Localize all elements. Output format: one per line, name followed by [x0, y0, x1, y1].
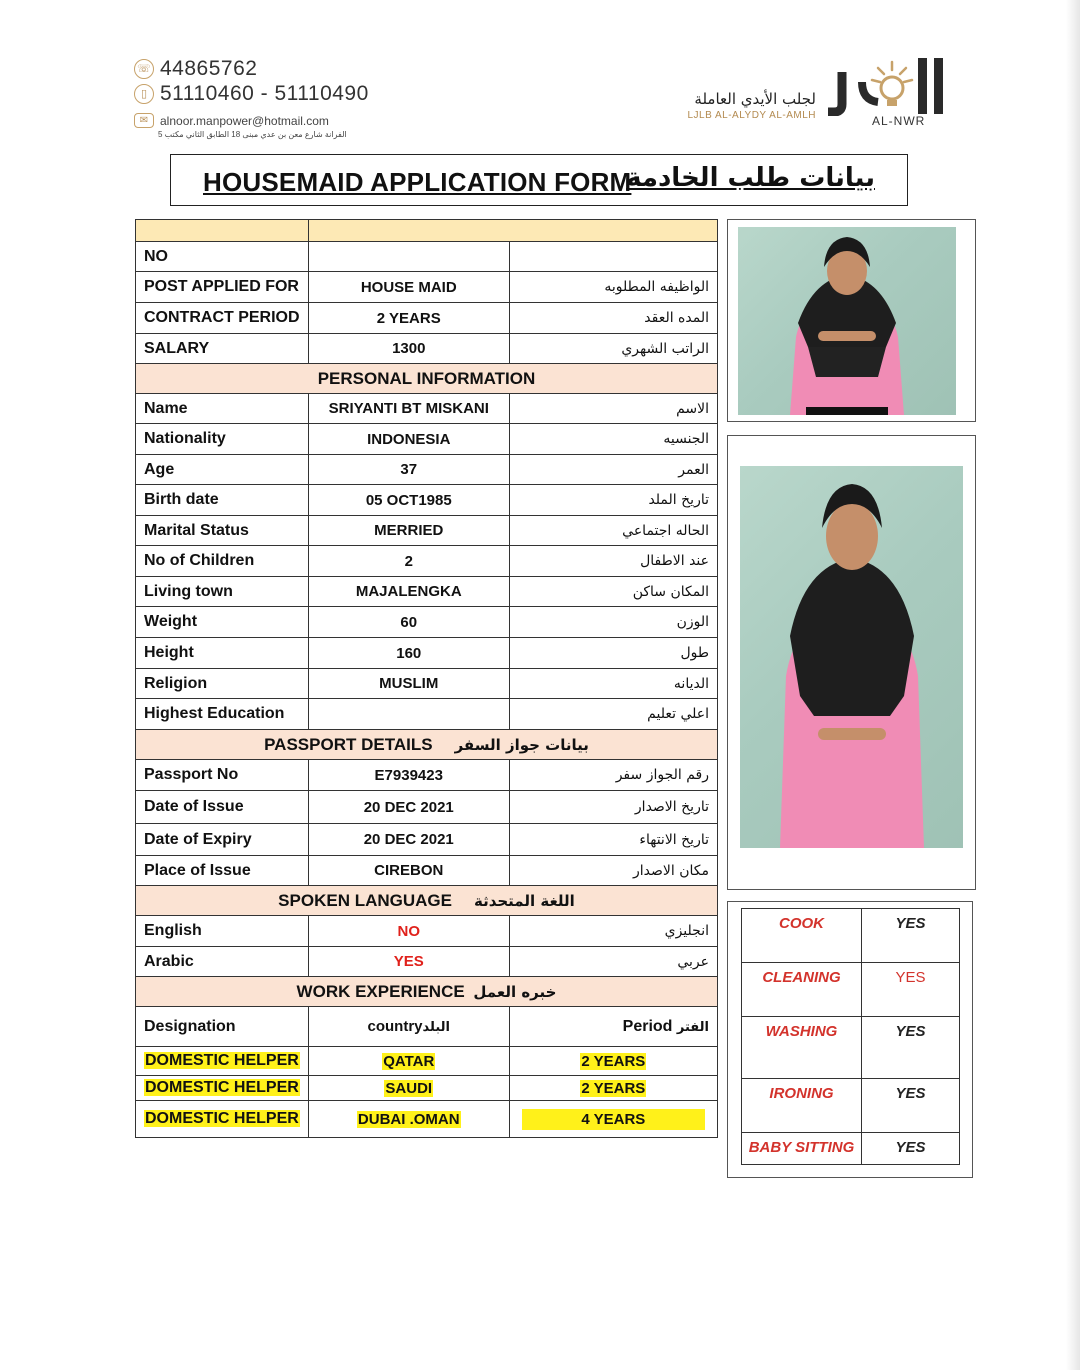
table-header-band	[136, 220, 718, 242]
period-value: 2 YEARS	[581, 1052, 646, 1070]
skill-row	[742, 909, 960, 963]
photo-frame-full-body	[727, 435, 976, 890]
table-row	[136, 334, 718, 364]
table-row	[136, 669, 718, 699]
row-arabic-label: تاريخ الانتهاء	[509, 824, 717, 856]
skill-value: YES	[862, 909, 960, 963]
skill-value: YES	[862, 1017, 960, 1079]
skill-name: CLEANING	[742, 963, 862, 1017]
column-designation: Designation	[136, 1007, 309, 1047]
person-full-body-icon	[740, 466, 963, 848]
company-logo	[646, 52, 956, 132]
row-label: Name	[136, 394, 309, 424]
row-value: NO	[308, 916, 509, 947]
row-label: Date of Issue	[136, 791, 309, 824]
section-header-experience	[136, 977, 718, 1007]
row-label: Age	[136, 455, 309, 485]
table-row	[136, 485, 718, 516]
designation-value: DOMESTIC HELPER	[145, 1052, 299, 1069]
row-value: 20 DEC 2021	[308, 824, 509, 856]
table-row	[136, 824, 718, 856]
phone-icon: ☏	[134, 59, 154, 79]
table-row	[136, 791, 718, 824]
row-arabic-label: المكان ساكن	[509, 577, 717, 607]
logo-arabic-text: لجلب الأيدي العاملة	[694, 90, 816, 108]
row-value: CIREBON	[308, 856, 509, 886]
applicant-portrait-photo	[738, 227, 956, 415]
row-arabic-label: عربي	[509, 947, 717, 977]
row-label: SALARY	[136, 334, 309, 364]
row-arabic-label: انجليزي	[509, 916, 717, 947]
designation-value: DOMESTIC HELPER	[145, 1110, 299, 1127]
row-value: 20 DEC 2021	[308, 791, 509, 824]
table-row	[136, 242, 718, 272]
row-value: MUSLIM	[308, 669, 509, 699]
table-row	[136, 424, 718, 455]
row-label: NO	[136, 242, 309, 272]
table-row	[136, 1076, 718, 1101]
row-label: Passport No	[136, 760, 309, 791]
email-address: alnoor.manpower@hotmail.com	[160, 113, 329, 128]
logo-name: AL-NWR	[872, 114, 926, 128]
skill-row	[742, 1133, 960, 1165]
table-row	[136, 577, 718, 607]
row-arabic-label: الحاله اجتماعي	[509, 516, 717, 546]
table-row	[136, 760, 718, 791]
period-value: 4 YEARS	[522, 1109, 705, 1130]
applicant-full-body-photo	[740, 466, 963, 848]
envelope-icon: ✉	[134, 113, 154, 128]
table-row	[136, 947, 718, 977]
table-row	[136, 272, 718, 303]
skill-value: YES	[862, 963, 960, 1017]
row-value: 1300	[308, 334, 509, 364]
phone-row-2	[134, 81, 434, 106]
row-label: Date of Expiry	[136, 824, 309, 856]
row-arabic-label: الوزن	[509, 607, 717, 638]
row-arabic-label: الجنسيه	[509, 424, 717, 455]
row-arabic-label: طول	[509, 638, 717, 669]
page-edge	[1066, 0, 1080, 1370]
skill-value: YES	[862, 1133, 960, 1165]
row-arabic-label: عند الاطفال	[509, 546, 717, 577]
table-row	[136, 546, 718, 577]
column-country	[308, 1007, 509, 1047]
form-title-box	[170, 154, 908, 206]
row-arabic-label: تاريخ الملد	[509, 485, 717, 516]
row-arabic-label: الديانه	[509, 669, 717, 699]
row-label: Living town	[136, 577, 309, 607]
row-value: 05 OCT1985	[308, 485, 509, 516]
skill-row	[742, 963, 960, 1017]
column-period-arabic: الفتر	[676, 1019, 709, 1035]
table-row	[136, 856, 718, 886]
skill-value: YES	[862, 1079, 960, 1133]
skill-name: COOK	[742, 909, 862, 963]
skill-row	[742, 1079, 960, 1133]
column-country-label: country	[367, 1018, 423, 1035]
section-title-arabic: اللغة المتحدثة	[473, 891, 575, 910]
row-label: Arabic	[136, 947, 309, 977]
row-label: POST APPLIED FOR	[136, 272, 309, 303]
experience-column-headers	[136, 1007, 718, 1047]
table-row	[136, 516, 718, 546]
table-row	[136, 394, 718, 424]
application-table	[135, 219, 718, 1138]
row-arabic-label	[509, 242, 717, 272]
section-title: WORK EXPERIENCE	[296, 981, 465, 1001]
skills-table	[741, 908, 960, 1165]
row-arabic-label: الاسم	[509, 394, 717, 424]
phone-number-2: 51110460 - 51110490	[160, 81, 369, 105]
lightbulb-logo-icon	[822, 52, 952, 116]
row-value: 160	[308, 638, 509, 669]
row-label: Place of Issue	[136, 856, 309, 886]
row-value: MAJALENGKA	[308, 577, 509, 607]
skill-name: BABY SITTING	[742, 1133, 862, 1165]
skills-box	[727, 901, 973, 1178]
row-arabic-label: الواظيفه المطلوبه	[509, 272, 717, 303]
country-value: DUBAI .OMAN	[357, 1110, 460, 1128]
row-value	[308, 699, 509, 730]
row-label: CONTRACT PERIOD	[136, 303, 309, 334]
country-value: QATAR	[383, 1052, 435, 1070]
country-value: SAUDI	[385, 1079, 433, 1097]
column-period-label: Period	[622, 1017, 673, 1035]
row-arabic-label: الراتب الشهري	[509, 334, 717, 364]
row-arabic-label: المده العقد	[509, 303, 717, 334]
section-title: SPOKEN LANGUAGE	[278, 890, 452, 910]
row-label: Birth date	[136, 485, 309, 516]
section-title: PERSONAL INFORMATION	[136, 364, 718, 394]
row-value: 37	[308, 455, 509, 485]
row-value: E7939423	[308, 760, 509, 791]
period-value: 2 YEARS	[581, 1079, 646, 1097]
table-row	[136, 303, 718, 334]
row-label: Weight	[136, 607, 309, 638]
row-value: INDONESIA	[308, 424, 509, 455]
form-title-english: HOUSEMAID APPLICATION FORM	[203, 167, 632, 197]
row-label: Religion	[136, 669, 309, 699]
row-value: YES	[308, 947, 509, 977]
photo-frame-portrait	[727, 219, 976, 422]
section-title: PASSPORT DETAILS	[264, 734, 433, 754]
table-row	[136, 607, 718, 638]
row-arabic-label: مكان الاصدار	[509, 856, 717, 886]
skill-row	[742, 1017, 960, 1079]
row-arabic-label: اعلي تعليم	[509, 699, 717, 730]
table-row	[136, 699, 718, 730]
person-portrait-icon	[738, 227, 956, 415]
section-header-personal	[136, 364, 718, 394]
row-value: MERRIED	[308, 516, 509, 546]
row-value: 2	[308, 546, 509, 577]
row-value: HOUSE MAID	[308, 272, 509, 303]
row-arabic-label: تاريخ الاصدار	[509, 791, 717, 824]
skill-name: WASHING	[742, 1017, 862, 1079]
skill-name: IRONING	[742, 1079, 862, 1133]
designation-value: DOMESTIC HELPER	[145, 1079, 299, 1096]
row-label: Height	[136, 638, 309, 669]
phone-row-1	[134, 56, 434, 81]
column-period	[509, 1007, 717, 1047]
contact-block	[134, 56, 434, 133]
row-value	[308, 242, 509, 272]
row-value: 60	[308, 607, 509, 638]
logo-latin-text: LJLB AL-ALYDY AL-AMLH	[687, 110, 816, 121]
column-country-arabic: البلد	[422, 1020, 450, 1035]
row-label: Nationality	[136, 424, 309, 455]
office-address: الفرانة شارع معن بن عدي مبنى 18 الطابق الثاني مكتب 5	[158, 130, 347, 139]
table-row	[136, 916, 718, 947]
row-label: No of Children	[136, 546, 309, 577]
row-label: Marital Status	[136, 516, 309, 546]
phone-number-1: 44865762	[160, 56, 258, 80]
table-row	[136, 1047, 718, 1076]
mobile-icon: ▯	[134, 84, 154, 104]
row-label: English	[136, 916, 309, 947]
section-title-arabic: خبره العمل	[473, 982, 557, 1001]
table-row	[136, 455, 718, 485]
row-arabic-label: العمر	[509, 455, 717, 485]
table-row	[136, 1101, 718, 1138]
section-title-arabic: بيانات جواز السفر	[454, 735, 589, 754]
row-label: Highest Education	[136, 699, 309, 730]
row-arabic-label: رقم الجواز سفر	[509, 760, 717, 791]
section-header-passport	[136, 730, 718, 760]
row-value: 2 YEARS	[308, 303, 509, 334]
table-row	[136, 638, 718, 669]
section-header-language	[136, 886, 718, 916]
form-title-arabic: بيانات طلب الخادمة	[626, 163, 875, 193]
row-value: SRIYANTI BT MISKANI	[308, 394, 509, 424]
